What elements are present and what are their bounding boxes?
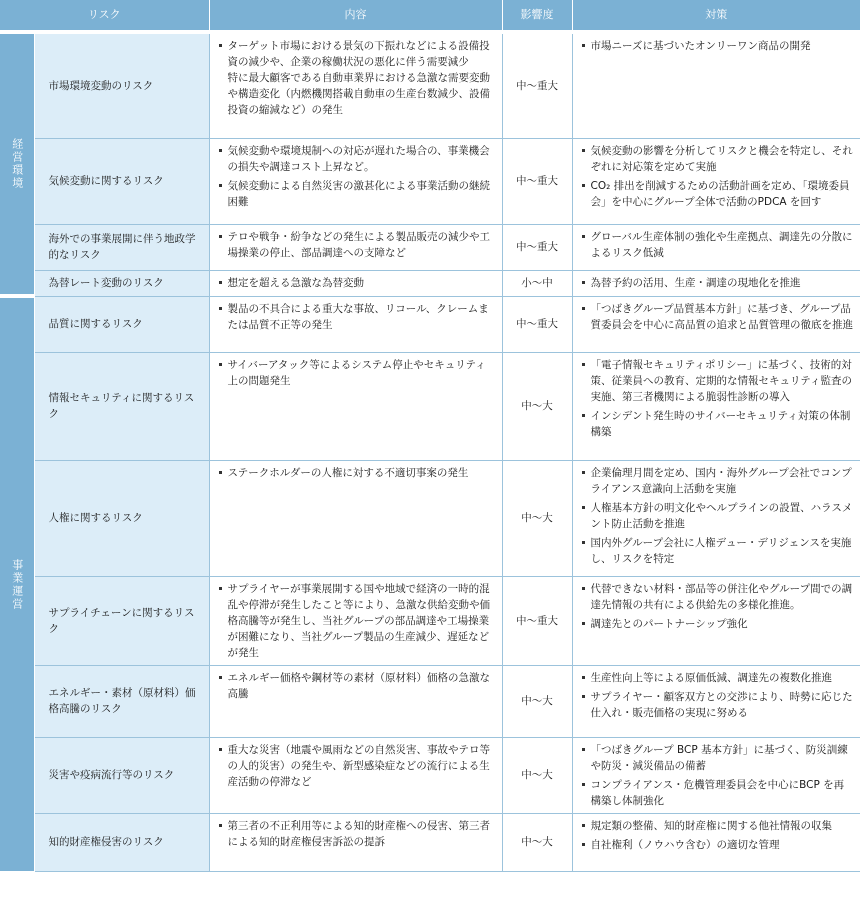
impact-value: 中〜大 — [502, 665, 572, 737]
risk-measures — [572, 460, 860, 576]
risk-name: 気候変動に関するリスク — [34, 138, 209, 224]
table-row — [0, 737, 860, 813]
measure-item: 自社権利（ノウハウ含む）の適切な管理 — [579, 837, 855, 853]
risk-content — [209, 576, 502, 665]
risk-measures — [572, 352, 860, 460]
impact-value: 中〜大 — [502, 352, 572, 460]
risk-name: エネルギー・素材（原材料）価格高騰のリスク — [34, 665, 209, 737]
risk-name: 情報セキュリティに関するリスク — [34, 352, 209, 460]
table-row — [0, 576, 860, 665]
impact-value: 中〜重大 — [502, 296, 572, 352]
measure-item: 企業倫理月間を定め、国内・海外グループ会社でコンプライアンス意識向上活動を実施 — [579, 465, 855, 497]
header-row — [0, 0, 860, 30]
risk-name: 品質に関するリスク — [34, 296, 209, 352]
risk-measures — [572, 737, 860, 813]
impact-value: 中〜重大 — [502, 138, 572, 224]
table-row — [0, 813, 860, 871]
content-item: 製品の不具合による重大な事故、リコール、クレームまたは品質不正等の発生 — [216, 301, 496, 333]
table-row — [0, 665, 860, 737]
content-item: エネルギー価格や鋼材等の素材（原材料）価格の急激な高騰 — [216, 670, 496, 702]
header-impact: 影響度 — [502, 0, 572, 30]
risk-content — [209, 296, 502, 352]
measure-item: 「電子情報セキュリティポリシー」に基づく、技術的対策、従業員への教育、定期的な情報セキュリティ監査の実施、第三者機関による脆弱性診断の導入 — [579, 357, 855, 405]
risk-name: 災害や疫病流行等のリスク — [34, 737, 209, 813]
measure-item: インシデント発生時のサイバーセキュリティ対策の体制構築 — [579, 408, 855, 440]
measure-item: 気候変動の影響を分析してリスクと機会を特定し、それぞれに対応策を定めて実施 — [579, 143, 855, 175]
measure-item: グローバル生産体制の強化や生産拠点、調達先の分散によるリスク低減 — [579, 229, 855, 261]
content-item: 気候変動による自然災害の激甚化による事業活動の継続困難 — [216, 178, 496, 210]
measure-item: 為替予約の活用、生産・調達の現地化を推進 — [579, 275, 855, 291]
table-row — [0, 34, 860, 138]
risk-measures — [572, 224, 860, 270]
risk-measures — [572, 813, 860, 871]
content-item: ステークホルダーの人権に対する不適切事案の発生 — [216, 465, 496, 481]
measure-item: 国内外グループ会社に人権デュー・デリジェンスを実施し、リスクを特定 — [579, 535, 855, 567]
risk-content — [209, 138, 502, 224]
risk-name: 知的財産権侵害のリスク — [34, 813, 209, 871]
risk-content — [209, 737, 502, 813]
category-label: 経営環境 — [0, 34, 34, 296]
risk-measures — [572, 138, 860, 224]
risk-name: 為替レート変動のリスク — [34, 270, 209, 296]
measure-item: 生産性向上等による原価低減、調達先の複数化推進 — [579, 670, 855, 686]
table-row — [0, 270, 860, 296]
risk-content — [209, 813, 502, 871]
risk-measures — [572, 576, 860, 665]
content-item: 第三者の不正利用等による知的財産権への侵害、第三者による知的財産権侵害訴訟の提訴 — [216, 818, 496, 850]
table-row — [0, 352, 860, 460]
risk-name: 海外での事業展開に伴う地政学的なリスク — [34, 224, 209, 270]
header-measures: 対策 — [572, 0, 860, 30]
content-item: サプライヤーが事業展開する国や地域で経済の一時的混乱や停滞が発生したこと等により、急激な供給変動や価格高騰等が発生し、当社グループの部品調達や工場操業が困難になり、当社グループ製品の生産減少、遅延などが発生 — [216, 581, 496, 661]
header-content: 内容 — [209, 0, 502, 30]
content-item: 気候変動や環境規制への対応が遅れた場合の、事業機会の損失や調達コスト上昇など。 — [216, 143, 496, 175]
measure-item: 「つばきグループ品質基本方針」に基づき、グループ品質委員会を中心に高品質の追求と品質管理の徹底を推進 — [579, 301, 855, 333]
table-row — [0, 138, 860, 224]
measure-item: 代替できない材料・部品等の併注化やグループ間での調達先情報の共有による供給先の多様化推進。 — [579, 581, 855, 613]
category-label: 事業運営 — [0, 296, 34, 871]
measure-item: 「つばきグループ BCP 基本方針」に基づく、防災訓練や防災・減災備品の備蓄 — [579, 742, 855, 774]
impact-value: 中〜大 — [502, 737, 572, 813]
risk-content — [209, 352, 502, 460]
measure-item: 人権基本方針の明文化やヘルプラインの設置、ハラスメント防止活動を推進 — [579, 500, 855, 532]
risk-content — [209, 34, 502, 138]
risk-measures — [572, 296, 860, 352]
header-risk: リスク — [0, 0, 209, 30]
risk-name: 市場環境変動のリスク — [34, 34, 209, 138]
table-row — [0, 224, 860, 270]
impact-value: 中〜大 — [502, 813, 572, 871]
impact-value: 中〜重大 — [502, 576, 572, 665]
measure-item: 規定類の整備、知的財産権に関する他社情報の収集 — [579, 818, 855, 834]
content-text: ターゲット市場における景気の下振れなどによる設備投資の減少や、企業の稼働状況の悪化に伴う需要減少 — [227, 40, 490, 68]
content-item — [216, 38, 496, 118]
content-extra-text: 特に最大顧客である自動車業界における急激な需要変動や構造変化（内燃機関搭載自動車の生産台数減少、設備投資の縮減など）の発生 — [227, 72, 490, 116]
risk-content — [209, 224, 502, 270]
risk-content — [209, 665, 502, 737]
risk-measures — [572, 34, 860, 138]
table-row — [0, 460, 860, 576]
measure-item: 市場ニーズに基づいたオンリーワン商品の開発 — [579, 38, 855, 54]
table-row — [0, 296, 860, 352]
measure-item: コンプライアンス・危機管理委員会を中心にBCP を再構築し体制強化 — [579, 777, 855, 809]
impact-value: 中〜重大 — [502, 34, 572, 138]
content-item: 重大な災害（地震や風雨などの自然災害、事故やテロ等の人的災害）の発生や、新型感染症などの流行による生産活動の停滞など — [216, 742, 496, 790]
impact-value: 小〜中 — [502, 270, 572, 296]
risk-name: サプライチェーンに関するリスク — [34, 576, 209, 665]
risk-measures — [572, 665, 860, 737]
risk-content — [209, 460, 502, 576]
measure-item: サプライヤー・顧客双方との交渉により、時勢に応じた仕入れ・販売価格の実現に努める — [579, 689, 855, 721]
risk-content — [209, 270, 502, 296]
measure-item: 調達先とのパートナーシップ強化 — [579, 616, 855, 632]
impact-value: 中〜大 — [502, 460, 572, 576]
content-item: テロや戦争・紛争などの発生による製品販売の減少や工場操業の停止、部品調達への支障など — [216, 229, 496, 261]
risk-name: 人権に関するリスク — [34, 460, 209, 576]
measure-item: CO₂ 排出を削減するための活動計画を定め、「環境委員会」を中心にグループ全体で活動のPDCA を回す — [579, 178, 855, 210]
risk-measures — [572, 270, 860, 296]
content-item: 想定を超える急激な為替変動 — [216, 275, 496, 291]
impact-value: 中〜重大 — [502, 224, 572, 270]
content-item: サイバーアタック等によるシステム停止やセキュリティ上の問題発生 — [216, 357, 496, 389]
